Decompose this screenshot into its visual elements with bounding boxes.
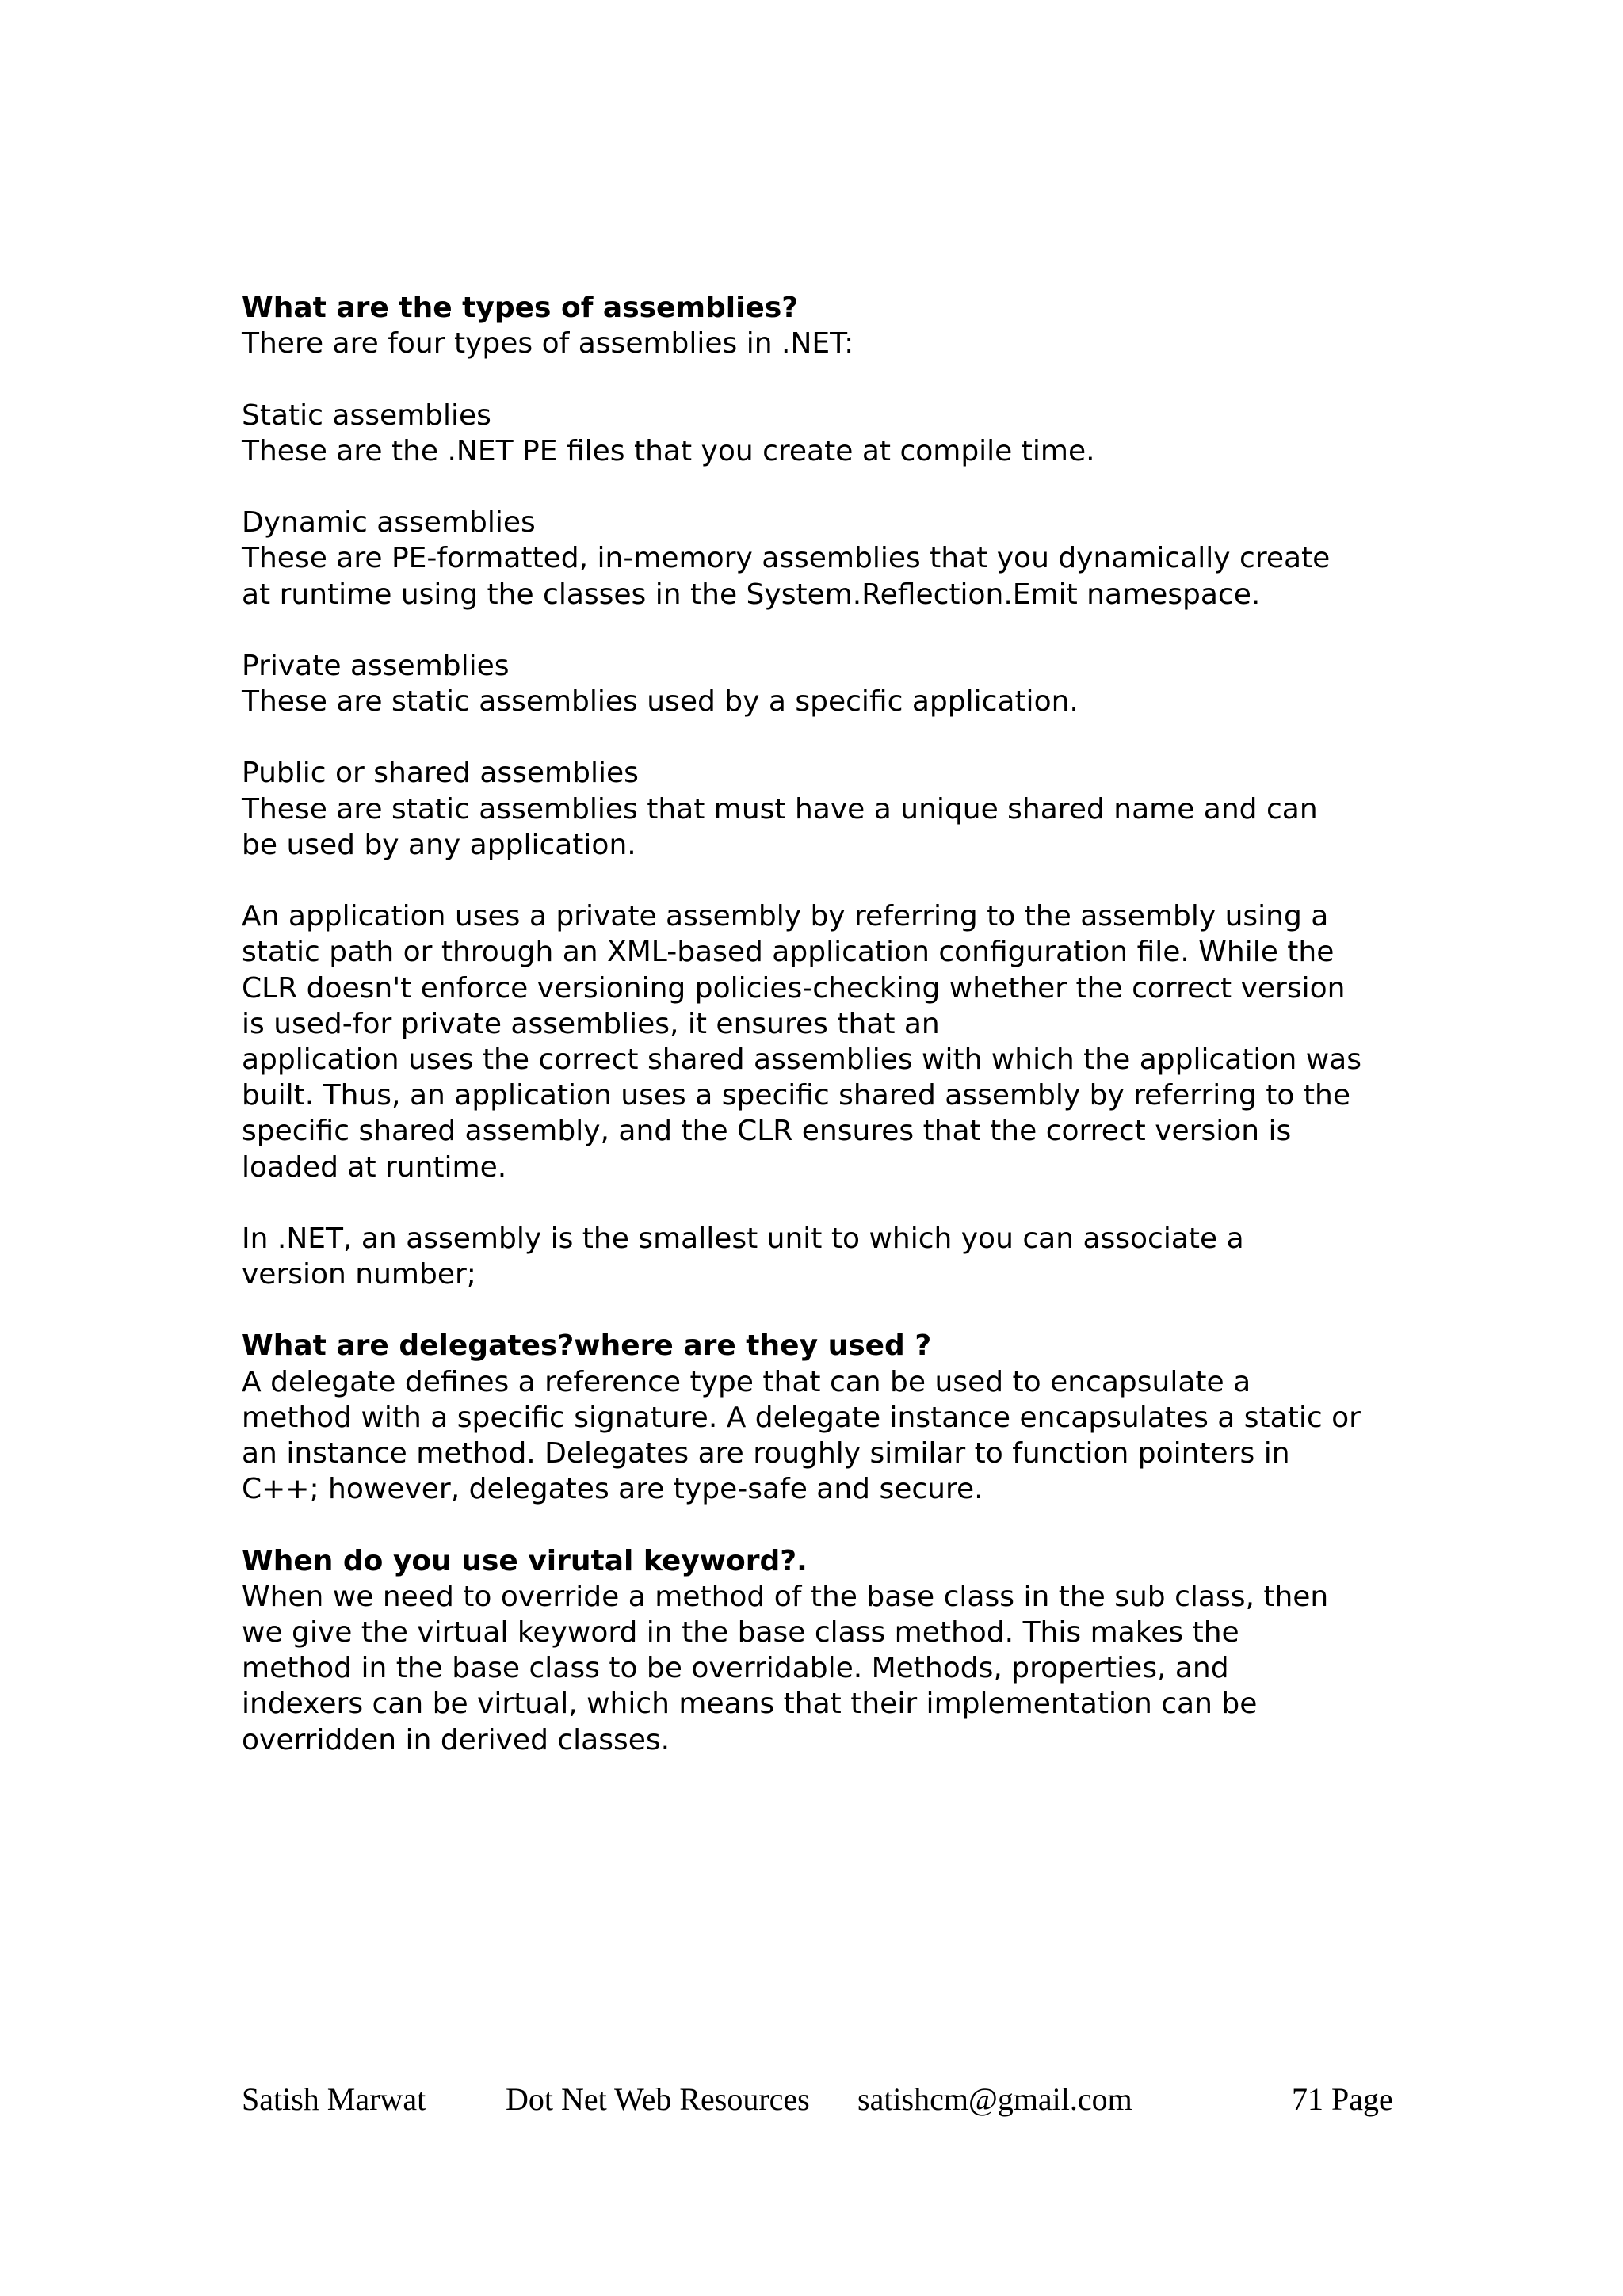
assembly-type-description: These are the .NET PE files that you create at compile time. <box>242 434 1095 467</box>
heading-virtual-keyword: When do you use virutal keyword?. <box>242 1544 808 1577</box>
paragraph-line: indexers can be virtual, which means that their implementation can be <box>242 1688 1258 1721</box>
heading-assembly-types: What are the types of assemblies? <box>242 292 799 324</box>
paragraph-line: built. Thus, an application uses a specific shared assembly by referring to the <box>242 1079 1350 1112</box>
paragraph-line: we give the virtual keyword in the base class method. This makes the <box>242 1615 1239 1649</box>
blank-line <box>242 469 1415 505</box>
paragraph-line: CLR doesn't enforce versioning policies-checking whether the correct version <box>242 971 1346 1005</box>
assembly-type-description: be used by any application. <box>242 828 636 861</box>
footer-email: satishcm@gmail.com <box>857 2081 1132 2117</box>
blank-line <box>242 719 1415 755</box>
paragraph-line: specific shared assembly, and the CLR ensures that the correct version is <box>242 1115 1292 1148</box>
assembly-type-description: These are static assemblies that must have a unique shared name and can <box>242 792 1318 826</box>
paragraph-line: A delegate defines a reference type that can be used to encapsulate a <box>242 1365 1251 1398</box>
paragraph-line: C++; however, delegates are type-safe and secure. <box>242 1473 983 1506</box>
blank-line <box>242 612 1415 648</box>
assembly-type-name: Dynamic assemblies <box>242 506 536 540</box>
assembly-type-name: Private assemblies <box>242 649 510 682</box>
paragraph-line: An application uses a private assembly by referring to the assembly using a <box>242 900 1329 933</box>
footer-page-number: 71 Page <box>1292 2081 1393 2117</box>
heading-delegates: What are delegates?where are they used ? <box>242 1329 932 1363</box>
paragraph-line: overridden in derived classes. <box>242 1723 670 1756</box>
paragraph-line: method in the base class to be overridable. Methods, properties, and <box>242 1652 1229 1685</box>
blank-line <box>242 863 1415 898</box>
assembly-types-intro: There are four types of assemblies in .NET: <box>242 327 854 360</box>
paragraph-line: method with a specific signature. A delegate instance encapsulates a static or <box>242 1401 1361 1434</box>
blank-line <box>242 1292 1415 1328</box>
footer-author: Satish Marwat <box>242 2081 426 2117</box>
footer-site-name: Dot Net Web Resources <box>506 2081 810 2117</box>
blank-line <box>242 361 1415 397</box>
paragraph-line: loaded at runtime. <box>242 1150 507 1184</box>
page-footer <box>242 2077 1391 2122</box>
assembly-type-description: These are PE-formatted, in-memory assemblies that you dynamically create <box>242 542 1331 575</box>
paragraph-line: application uses the correct shared assemblies with which the application was <box>242 1043 1361 1076</box>
paragraph-line: an instance method. Delegates are roughly similar to function pointers in <box>242 1437 1290 1470</box>
assembly-type-name: Static assemblies <box>242 399 491 432</box>
blank-line <box>242 1507 1415 1543</box>
paragraph-line: In .NET, an assembly is the smallest unit to which you can associate a <box>242 1222 1244 1255</box>
blank-line <box>242 1185 1415 1221</box>
paragraph-line: version number; <box>242 1258 476 1291</box>
paragraph-line: is used-for private assemblies, it ensures that an <box>242 1007 940 1040</box>
paragraph-line: When we need to override a method of the base class in the sub class, then <box>242 1580 1329 1613</box>
page-content <box>242 290 1415 1758</box>
paragraph-line: static path or through an XML-based application configuration file. While the <box>242 936 1335 969</box>
assembly-type-name: Public or shared assemblies <box>242 757 639 790</box>
assembly-type-description: at runtime using the classes in the System.Reflection.Emit namespace. <box>242 578 1261 611</box>
assembly-type-description: These are static assemblies used by a specific application. <box>242 685 1079 719</box>
